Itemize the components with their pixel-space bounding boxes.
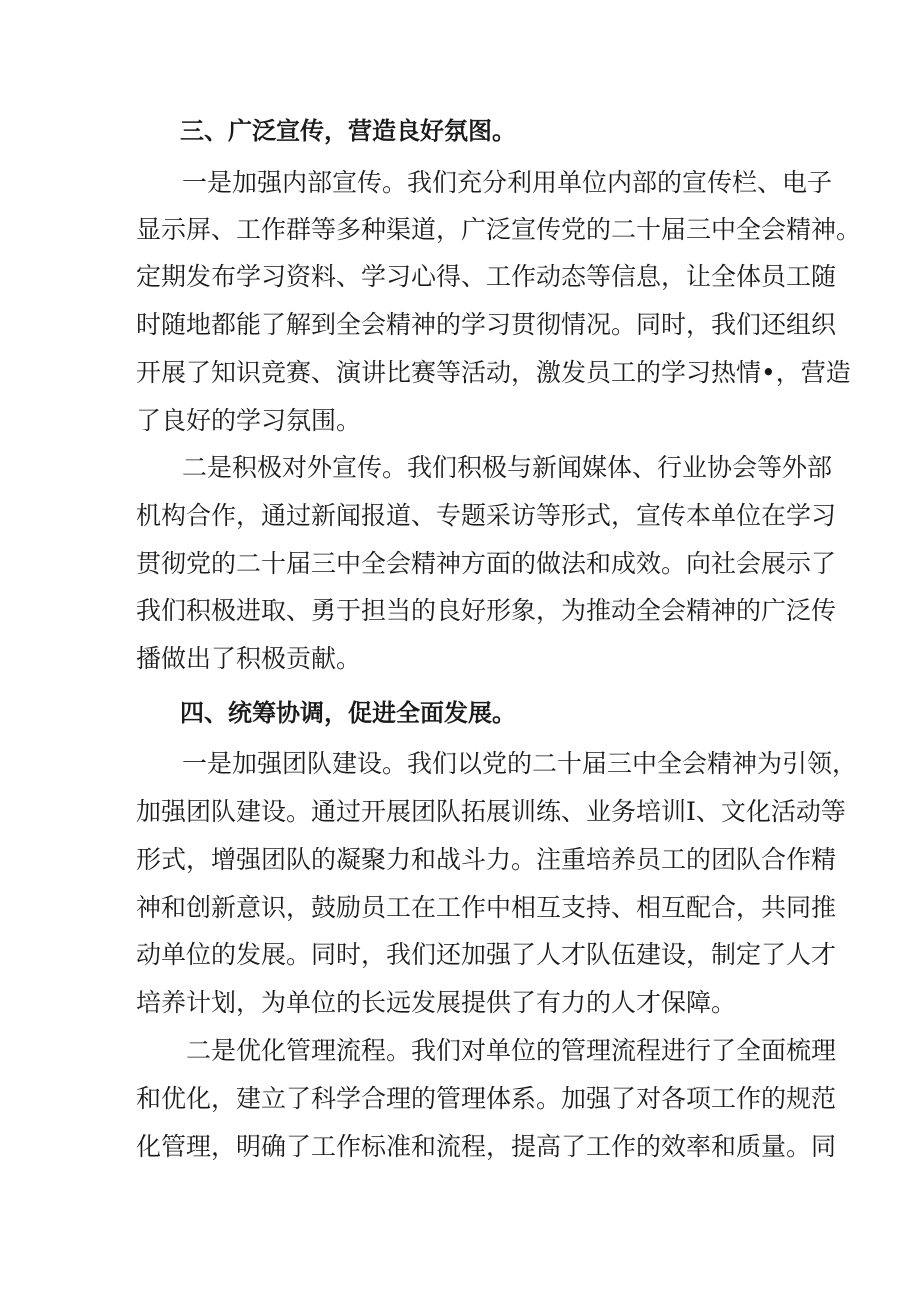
section-heading-4: 四、统筹协调，促进全面发展。 (180, 699, 516, 727)
paragraph-line: 机构合作，通过新闻报道、专题采访等形式，宣传本单位在学习 (136, 501, 837, 530)
paragraph-line: 二是优化管理流程。我们对单位的管理流程进行了全面梳理 (186, 1036, 837, 1065)
paragraph-line: 培养计划，为单位的长远发展提供了有力的人才保障。 (136, 988, 737, 1017)
paragraph-line: 和优化，建立了科学合理的管理体系。加强了对各项工作的规范 (136, 1084, 837, 1113)
paragraph-line: 动单位的发展。同时，我们还加强了人才队伍建设，制定了人才 (136, 940, 837, 969)
paragraph-line: 了良好的学习氛围。 (136, 406, 362, 435)
paragraph-line: 贯彻党的二十届三中全会精神方面的做法和成效。向社会展示了 (136, 549, 837, 578)
paragraph-line: 播做出了积极贡献。 (136, 644, 362, 673)
paragraph-line: 一是加强团队建设。我们以党的二十届三中全会精神为引领， (182, 749, 858, 778)
paragraph-line: 形式，增强团队的凝聚力和战斗力。注重培养员工的团队合作精 (136, 845, 837, 874)
paragraph-line: 加强团队建设。通过开展团队拓展训练、业务培训I、文化活动等 (136, 797, 846, 826)
paragraph-line: 化管理，明确了工作标准和流程，提高了工作的效率和质量。同 (136, 1132, 837, 1161)
paragraph-line: 我们积极进取、勇于担当的良好形象，为推动全会精神的广泛传 (136, 596, 837, 625)
paragraph-line: 开展了知识竞赛、演讲比赛等活动，激发员工的学习热情•，营造 (136, 358, 851, 387)
section-heading-3: 三、广泛宣传，营造良好氛图。 (180, 117, 516, 145)
paragraph-line: 时随地都能了解到全会精神的学习贯彻情况。同时，我们还组织 (136, 310, 837, 339)
paragraph-line: 一是加强内部宣传。我们充分利用单位内部的宣传栏、电子 (182, 168, 833, 197)
paragraph-line: 神和创新意识，鼓励员工在工作中相互支持、相互配合，共同推 (136, 893, 837, 922)
paragraph-line: 显示屏、工作群等多种渠道，广泛宣传党的二十届三中全会精神。 (136, 215, 862, 244)
paragraph-line: 定期发布学习资料、学习心得、工作动态等信息，让全体员工随 (136, 262, 837, 291)
paragraph-line: 二是积极对外宣传。我们积极与新闻媒体、行业协会等外部 (182, 453, 833, 482)
